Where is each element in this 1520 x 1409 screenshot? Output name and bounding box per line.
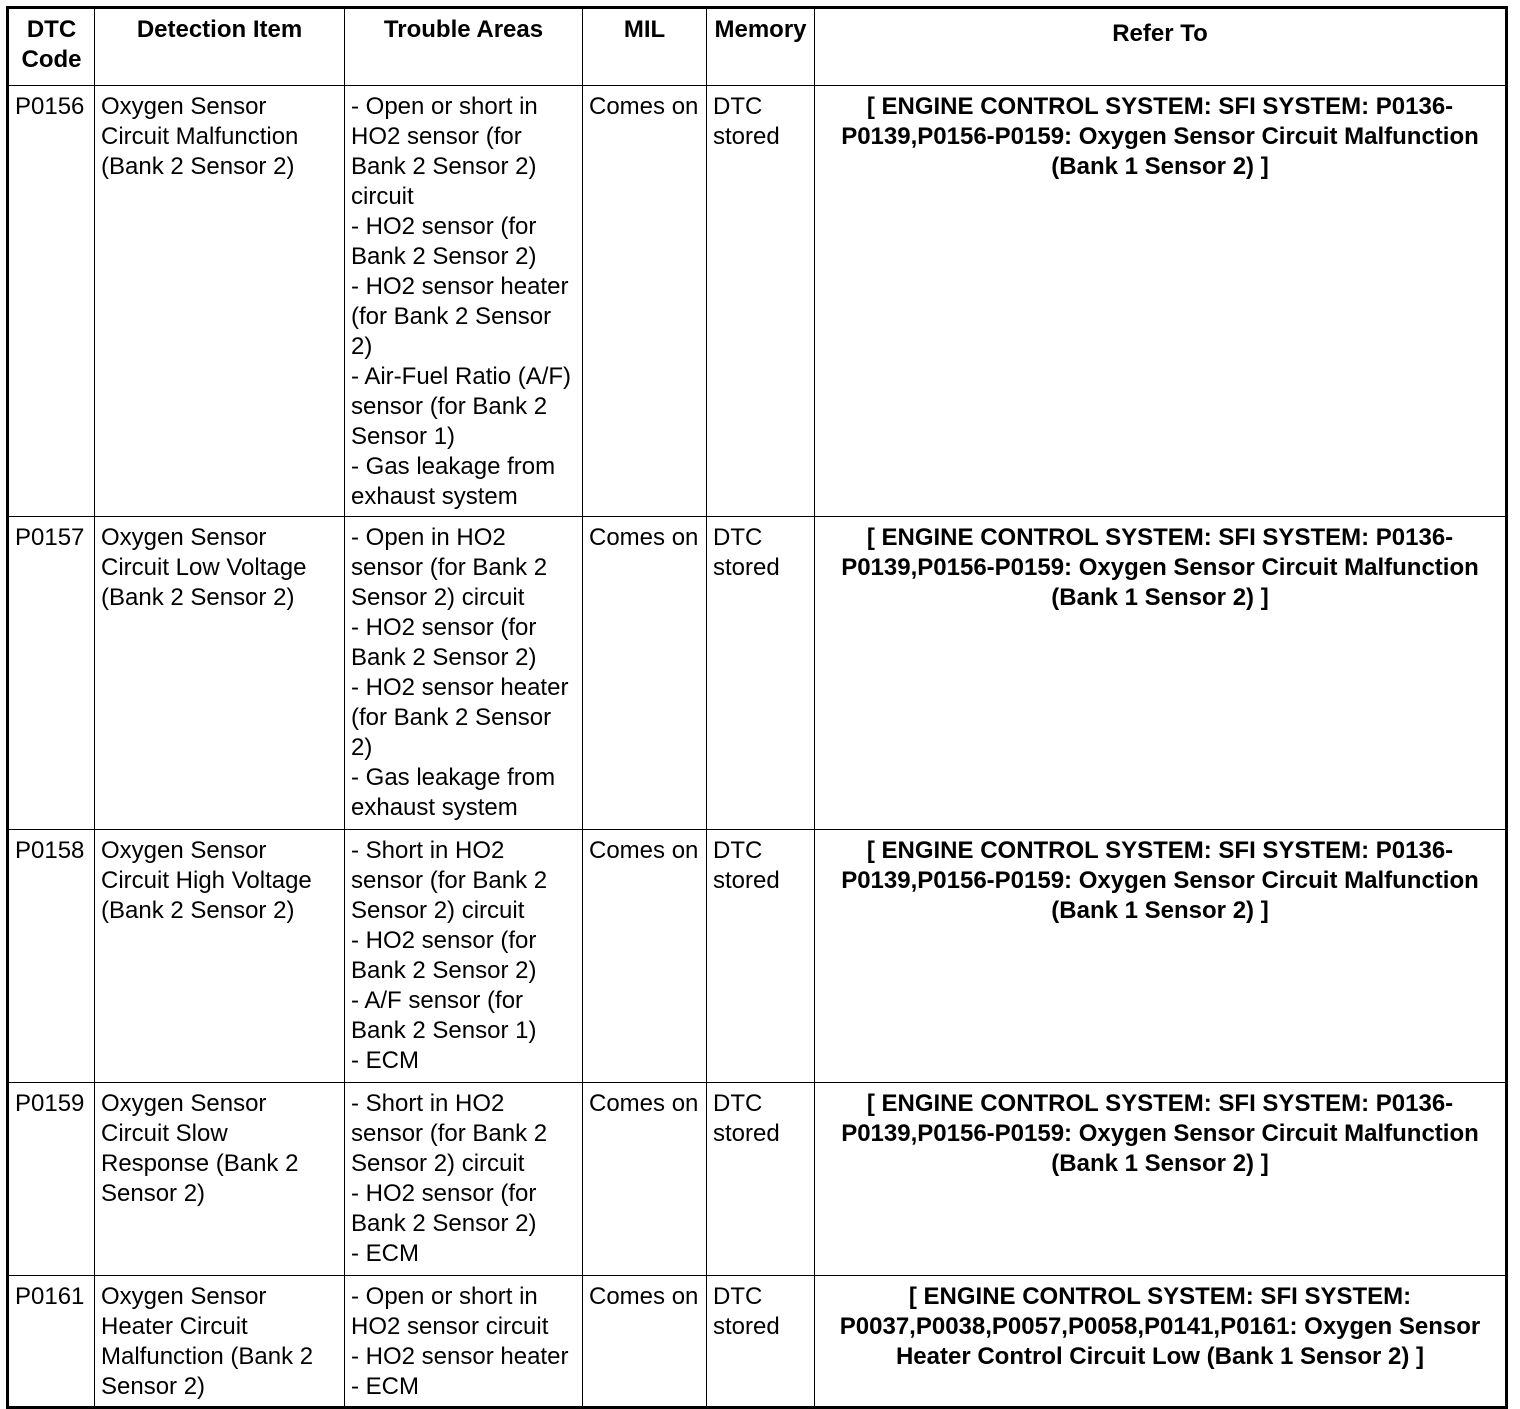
- dtc-code-cell: P0157: [8, 517, 95, 830]
- table-row: [8, 517, 1507, 830]
- detection-item-cell: Oxygen Sensor Circuit High Voltage (Bank 2 Sensor 2): [95, 830, 345, 1083]
- trouble-area-item: - Gas leakage from exhaust system: [351, 453, 556, 510]
- detection-item-cell: Oxygen Sensor Circuit Malfunction (Bank 2 Sensor 2): [95, 86, 345, 517]
- refer-to-cell: [ ENGINE CONTROL SYSTEM: SFI SYSTEM: P0136-P0139,P0156-P0159: Oxygen Sensor Circuit Malfunction (Bank 1 Sensor 2) ]: [815, 86, 1507, 517]
- trouble-area-item: - HO2 sensor (for Bank 2 Sensor 2): [351, 614, 537, 671]
- trouble-area-item: - A/F sensor (for Bank 2 Sensor 1): [351, 987, 537, 1044]
- dtc-code-cell: P0159: [8, 1083, 95, 1276]
- header-row: [8, 8, 1507, 86]
- mil-cell: Comes on: [583, 517, 707, 830]
- memory-cell: DTC stored: [707, 86, 815, 517]
- trouble-area-item: - HO2 sensor (for Bank 2 Sensor 2): [351, 213, 537, 270]
- header-dtc-code-line1: DTC: [26, 16, 77, 43]
- trouble-area-item: - Open in HO2 sensor (for Bank 2 Sensor 2) circuit: [351, 524, 548, 611]
- trouble-area-item: - HO2 sensor heater: [351, 1343, 569, 1370]
- trouble-area-item: - Open or short in HO2 sensor circuit: [351, 1283, 549, 1340]
- memory-cell: DTC stored: [707, 1276, 815, 1408]
- detection-item-cell: Oxygen Sensor Circuit Slow Response (Bank 2 Sensor 2): [95, 1083, 345, 1276]
- trouble-area-item: - HO2 sensor heater (for Bank 2 Sensor 2): [351, 273, 569, 360]
- table-row: [8, 86, 1507, 517]
- dtc-code-cell: P0156: [8, 86, 95, 517]
- table-row: [8, 830, 1507, 1083]
- header-dtc-code: [8, 8, 95, 86]
- header-trouble-areas: Trouble Areas: [345, 8, 583, 86]
- trouble-areas-cell: [345, 830, 583, 1083]
- trouble-area-item: - ECM: [351, 1047, 419, 1074]
- trouble-area-item: - Open or short in HO2 sensor (for Bank 2 Sensor 2) circuit: [351, 93, 538, 210]
- dtc-code-cell: P0161: [8, 1276, 95, 1408]
- trouble-area-item: - ECM: [351, 1373, 419, 1400]
- header-refer-to: Refer To: [815, 8, 1507, 86]
- trouble-area-item: - Short in HO2 sensor (for Bank 2 Sensor 2) circuit: [351, 837, 548, 924]
- mil-cell: Comes on: [583, 830, 707, 1083]
- header-dtc-code-line2: Code: [21, 46, 82, 73]
- memory-cell: DTC stored: [707, 1083, 815, 1276]
- detection-item-cell: Oxygen Sensor Circuit Low Voltage (Bank 2 Sensor 2): [95, 517, 345, 830]
- dtc-table: [6, 6, 1508, 1409]
- trouble-area-item: - Air-Fuel Ratio (A/F) sensor (for Bank 2 Sensor 1): [351, 363, 572, 450]
- refer-to-cell: [ ENGINE CONTROL SYSTEM: SFI SYSTEM: P0136-P0139,P0156-P0159: Oxygen Sensor Circuit Malfunction (Bank 1 Sensor 2) ]: [815, 830, 1507, 1083]
- refer-to-cell: [ ENGINE CONTROL SYSTEM: SFI SYSTEM: P0136-P0139,P0156-P0159: Oxygen Sensor Circuit Malfunction (Bank 1 Sensor 2) ]: [815, 1083, 1507, 1276]
- mil-cell: Comes on: [583, 1276, 707, 1408]
- trouble-area-item: - Gas leakage from exhaust system: [351, 764, 556, 821]
- trouble-areas-cell: [345, 1083, 583, 1276]
- trouble-areas-cell: [345, 86, 583, 517]
- refer-to-cell: [ ENGINE CONTROL SYSTEM: SFI SYSTEM: P0037,P0038,P0057,P0058,P0141,P0161: Oxygen Sensor Heater Control Circuit Low (Bank 1 Sensor 2) ]: [815, 1276, 1507, 1408]
- table-row: [8, 1276, 1507, 1408]
- table-row: [8, 1083, 1507, 1276]
- trouble-area-item: - HO2 sensor heater (for Bank 2 Sensor 2): [351, 674, 569, 761]
- header-detection-item: Detection Item: [95, 8, 345, 86]
- trouble-area-item: - HO2 sensor (for Bank 2 Sensor 2): [351, 927, 537, 984]
- header-mil: MIL: [583, 8, 707, 86]
- trouble-area-item: - HO2 sensor (for Bank 2 Sensor 2): [351, 1180, 537, 1237]
- memory-cell: DTC stored: [707, 517, 815, 830]
- trouble-area-item: - ECM: [351, 1240, 419, 1267]
- memory-cell: DTC stored: [707, 830, 815, 1083]
- trouble-areas-cell: [345, 1276, 583, 1408]
- dtc-code-cell: P0158: [8, 830, 95, 1083]
- trouble-area-item: - Short in HO2 sensor (for Bank 2 Sensor 2) circuit: [351, 1090, 548, 1177]
- refer-to-cell: [ ENGINE CONTROL SYSTEM: SFI SYSTEM: P0136-P0139,P0156-P0159: Oxygen Sensor Circuit Malfunction (Bank 1 Sensor 2) ]: [815, 517, 1507, 830]
- trouble-areas-cell: [345, 517, 583, 830]
- mil-cell: Comes on: [583, 86, 707, 517]
- mil-cell: Comes on: [583, 1083, 707, 1276]
- detection-item-cell: Oxygen Sensor Heater Circuit Malfunction (Bank 2 Sensor 2): [95, 1276, 345, 1408]
- header-memory: Memory: [707, 8, 815, 86]
